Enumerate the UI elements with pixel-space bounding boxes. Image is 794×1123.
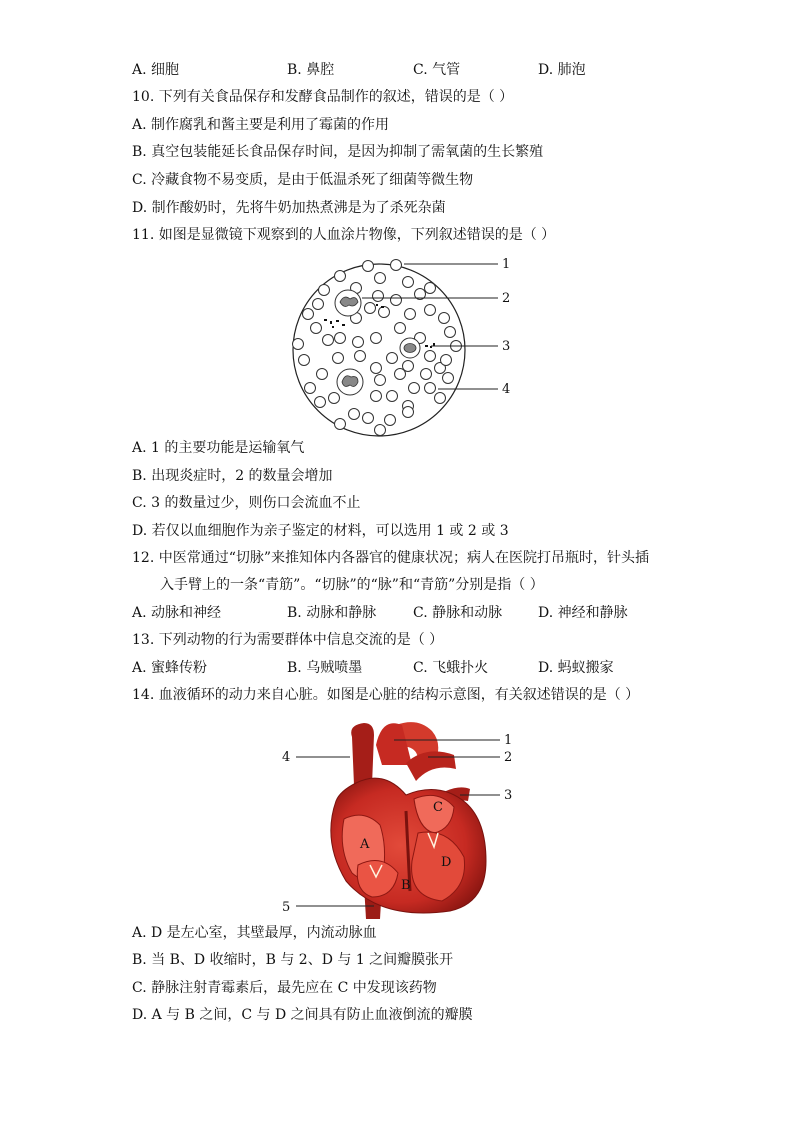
q10-option-b: B. 真空包装能延长食品保存时间，是因为抑制了需氧菌的生长繁殖 <box>132 144 544 160</box>
q13-stem: 13. 下列动物的行为需要群体中信息交流的是（ ） <box>132 632 444 648</box>
red-blood-cell <box>353 337 364 348</box>
red-blood-cell <box>365 303 376 314</box>
red-blood-cell <box>313 299 324 310</box>
q10-option-d: D. 制作酸奶时，先将牛奶加热煮沸是为了杀死杂菌 <box>132 200 446 216</box>
red-blood-cell <box>391 260 402 271</box>
red-blood-cell <box>293 339 304 350</box>
q12-stem-line2: 入手臂上的一条“青筋”。“切脉”的“脉”和“青筋”分别是指（ ） <box>160 577 544 593</box>
red-blood-cell <box>317 369 328 380</box>
q11-option-b: B. 出现炎症时，2 的数量会增加 <box>132 468 333 484</box>
blood-smear-figure <box>280 248 520 438</box>
red-blood-cell <box>305 383 316 394</box>
q13-option-b: B. 乌贼喷墨 <box>287 660 363 676</box>
red-blood-cell <box>435 393 446 404</box>
red-blood-cell <box>387 353 398 364</box>
red-blood-cell <box>303 309 314 320</box>
red-blood-cell <box>421 369 432 380</box>
q9-option-d: D. 肺泡 <box>538 62 586 78</box>
red-blood-cell <box>373 291 384 302</box>
red-blood-cell <box>403 277 414 288</box>
red-blood-cell <box>375 425 386 436</box>
red-blood-cell <box>299 355 310 366</box>
red-blood-cell <box>425 283 436 294</box>
red-blood-cell <box>441 355 452 366</box>
q10-stem: 10. 下列有关食品保存和发酵食品制作的叙述，错误的是（ ） <box>132 89 514 105</box>
red-blood-cell <box>335 333 346 344</box>
red-blood-cell <box>371 391 382 402</box>
red-blood-cell <box>323 335 334 346</box>
q14-option-d: D. A 与 B 之间，C 与 D 之间具有防止血液倒流的瓣膜 <box>132 1007 473 1023</box>
q10-option-c: C. 冷藏食物不易变质，是由于低温杀死了细菌等微生物 <box>132 172 474 188</box>
red-blood-cell <box>315 397 326 408</box>
label-2: 2 <box>504 750 513 765</box>
q12-option-d: D. 神经和静脉 <box>538 605 628 621</box>
label-2: 2 <box>502 291 511 306</box>
red-blood-cell <box>395 369 406 380</box>
red-blood-cell <box>385 415 396 426</box>
red-blood-cell <box>443 373 454 384</box>
label-1: 1 <box>504 733 513 748</box>
red-blood-cell <box>335 419 346 430</box>
q9-option-b: B. 鼻腔 <box>287 62 335 78</box>
red-blood-cell <box>329 393 340 404</box>
red-blood-cell <box>371 363 382 374</box>
red-blood-cell <box>363 261 374 272</box>
red-blood-cell <box>387 391 398 402</box>
q11-option-c: C. 3 的数量过少，则伤口会流血不止 <box>132 495 361 511</box>
q11-option-a: A. 1 的主要功能是运输氧气 <box>132 440 305 456</box>
red-blood-cell <box>379 307 390 318</box>
label-4: 4 <box>282 750 291 765</box>
red-blood-cell <box>349 409 360 420</box>
red-blood-cell <box>409 383 420 394</box>
red-blood-cell <box>375 273 386 284</box>
red-blood-cell <box>355 351 366 362</box>
pulmonary-artery <box>406 751 456 781</box>
q12-option-b: B. 动脉和静脉 <box>287 605 377 621</box>
red-blood-cell <box>335 271 346 282</box>
q14-option-b: B. 当 B、D 收缩时，B 与 2、D 与 1 之间瓣膜张开 <box>132 952 454 968</box>
label-3: 3 <box>504 788 513 803</box>
q13-option-d: D. 蚂蚁搬家 <box>538 660 614 676</box>
q12-stem-line1: 12. 中医常通过“切脉”来推知体内各器官的健康状况；病人在医院打吊瓶时，针头插 <box>132 550 650 566</box>
red-blood-cell <box>425 383 436 394</box>
label-D: D <box>441 855 452 870</box>
white-blood-cell <box>335 290 361 316</box>
q9-option-c: C. 气管 <box>413 62 461 78</box>
red-blood-cell <box>363 413 374 424</box>
label-5: 5 <box>282 900 291 915</box>
red-blood-cell <box>319 285 330 296</box>
q9-option-a: A. 细胞 <box>132 62 180 78</box>
label-A: A <box>360 837 370 852</box>
red-blood-cell <box>445 327 456 338</box>
red-blood-cell <box>311 323 322 334</box>
white-blood-cell <box>337 369 363 395</box>
q10-option-a: A. 制作腐乳和酱主要是利用了霉菌的作用 <box>132 117 390 133</box>
label-1: 1 <box>502 257 511 272</box>
q14-option-a: A. D 是左心室，其壁最厚，内流动脉血 <box>132 925 377 941</box>
q12-option-c: C. 静脉和动脉 <box>413 605 503 621</box>
heart-figure <box>278 715 524 920</box>
white-blood-cell-small <box>400 338 420 358</box>
vena-cava-superior <box>351 723 374 785</box>
red-blood-cell <box>425 305 436 316</box>
q13-option-a: A. 蜜蜂传粉 <box>132 660 208 676</box>
red-blood-cell <box>375 375 386 386</box>
red-blood-cell <box>439 313 450 324</box>
red-blood-cell <box>405 309 416 320</box>
red-blood-cell <box>371 333 382 344</box>
label-4: 4 <box>502 382 511 397</box>
label-C: C <box>433 800 443 815</box>
label-B: B <box>401 878 411 893</box>
q11-stem: 11. 如图是显微镜下观察到的人血涂片物像，下列叙述错误的是（ ） <box>132 227 556 243</box>
q13-option-c: C. 飞蛾扑火 <box>413 660 489 676</box>
red-blood-cell <box>403 407 414 418</box>
red-blood-cell <box>395 323 406 334</box>
red-blood-cell <box>425 351 436 362</box>
q14-stem: 14. 血液循环的动力来自心脏。如图是心脏的结构示意图，有关叙述错误的是（ ） <box>132 687 640 703</box>
red-blood-cell <box>391 295 402 306</box>
q12-option-a: A. 动脉和神经 <box>132 605 222 621</box>
red-blood-cell <box>333 353 344 364</box>
q14-option-c: C. 静脉注射青霉素后，最先应在 C 中发现该药物 <box>132 980 437 996</box>
label-3: 3 <box>502 339 511 354</box>
q11-option-d: D. 若仅以血细胞作为亲子鉴定的材料，可以选用 1 或 2 或 3 <box>132 523 509 539</box>
